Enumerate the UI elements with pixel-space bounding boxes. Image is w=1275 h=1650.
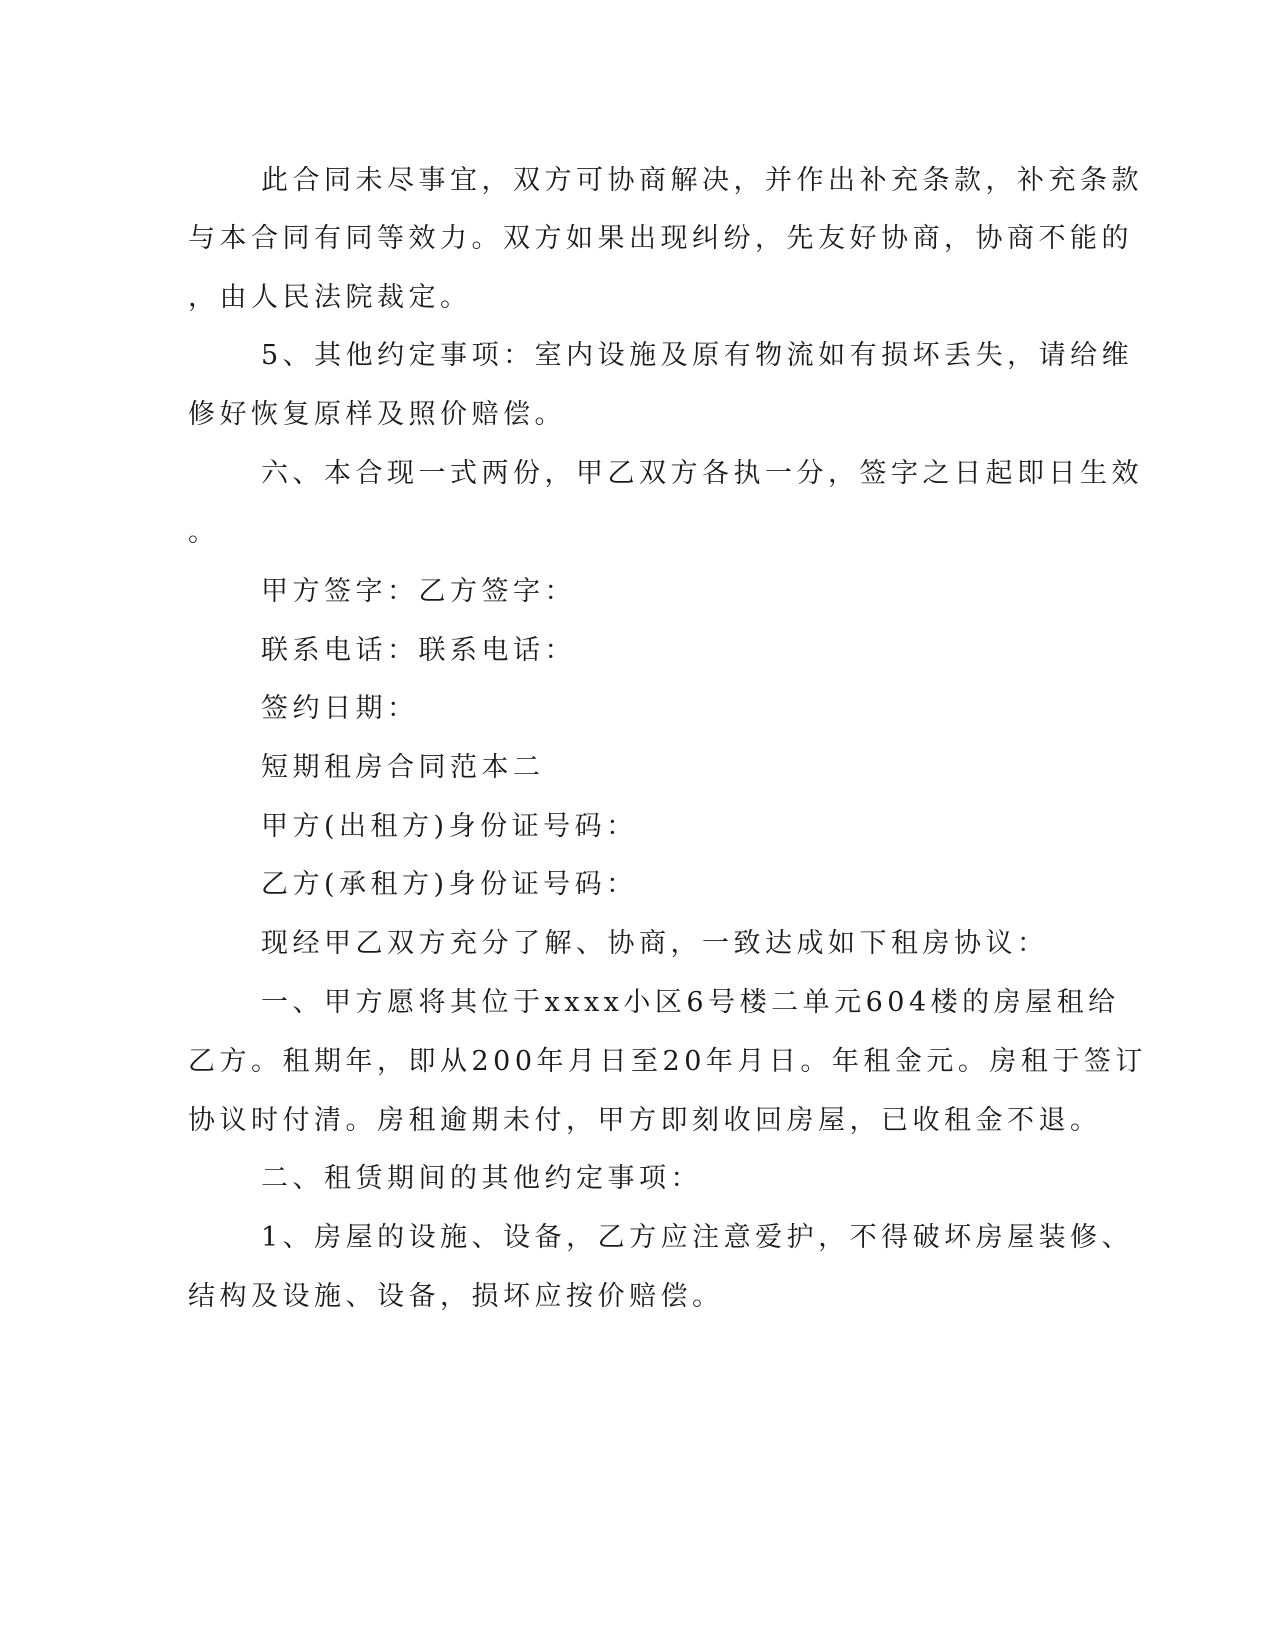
landlord-id-line: 甲方(出租方)身份证号码：: [261, 811, 638, 842]
paragraph-line: 二、租赁期间的其他约定事项：: [261, 1163, 702, 1194]
paragraph-line: 结构及设施、设备，损坏应按价赔偿。: [188, 1281, 724, 1312]
section-title: 短期租房合同范本二: [261, 752, 545, 783]
paragraph-line: 1、房屋的设施、设备，乙方应注意爱护，不得破坏房屋装修、: [261, 1222, 1134, 1253]
paragraph-line: 5、其他约定事项：室内设施及原有物流如有损坏丢失，请给维: [261, 340, 1134, 371]
contact-phone-line: 联系电话：联系电话：: [261, 635, 576, 666]
paragraph-line: 与本合同有同等效力。双方如果出现纠纷，先友好协商，协商不能的: [188, 223, 1133, 254]
paragraph-line: 协议时付清。房租逾期未付，甲方即刻收回房屋，已收租金不退。: [188, 1105, 1102, 1136]
paragraph-line: ，由人民法院裁定。: [188, 282, 472, 313]
paragraph-line: 。: [188, 517, 220, 548]
paragraph-line: 修好恢复原样及照价赔偿。: [188, 399, 566, 430]
paragraph-line: 一、甲方愿将其位于xxxx小区6号楼二单元604楼的房屋租给: [261, 987, 1120, 1018]
signature-line: 甲方签字：乙方签字：: [261, 576, 576, 607]
paragraph-line: 六、本合现一式两份，甲乙双方各执一分，签字之日起即日生效: [261, 458, 1143, 489]
tenant-id-line: 乙方(承租方)身份证号码：: [261, 869, 638, 900]
signing-date-line: 签约日期：: [261, 693, 419, 724]
paragraph-line: 现经甲乙双方充分了解、协商，一致达成如下租房协议：: [261, 928, 1049, 959]
paragraph-line: 此合同未尽事宜，双方可协商解决，并作出补充条款，补充条款: [261, 165, 1143, 196]
paragraph-line: 乙方。租期年，即从200年月日至20年月日。年租金元。房租于签订: [188, 1046, 1147, 1077]
